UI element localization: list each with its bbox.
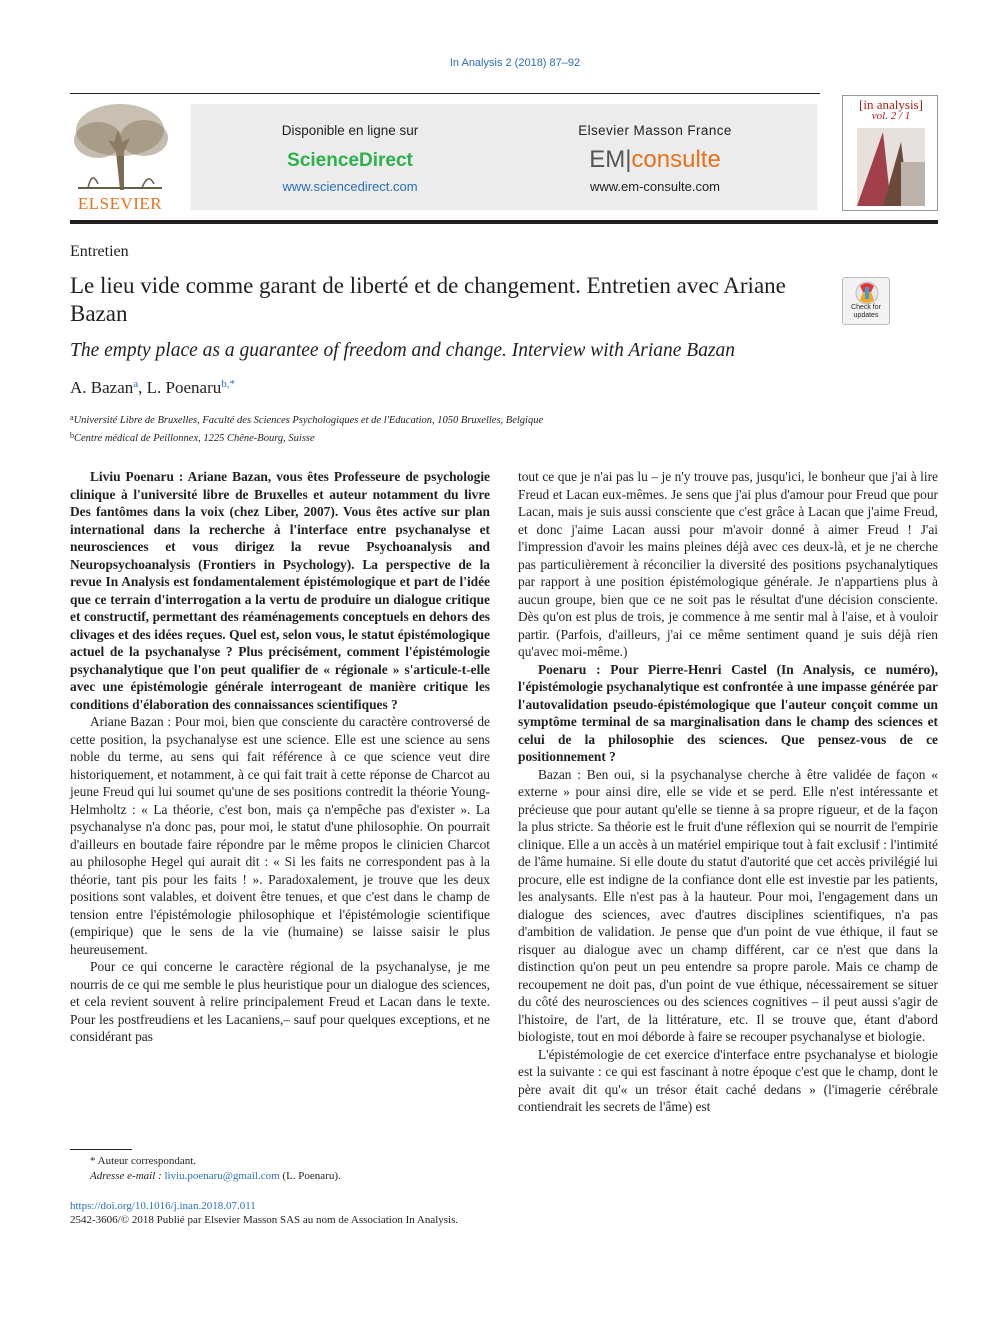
body-column-right [518,468,938,1116]
em-consulte-logo[interactable] [555,146,755,174]
affiliation-b: $^b$Centre médical de Peillonnex, 1225 Chêne-Bourg, Suisse [70,431,315,444]
em-logo-right: consulte [631,146,721,173]
author-separator: , [138,378,147,397]
em-consulte-link[interactable]: www.em-consulte.com [589,179,721,194]
footnote-text: Auteur correspondant. [97,1155,197,1167]
question-paragraph [70,468,490,713]
author-affil-marker[interactable]: a [133,378,139,390]
crossmark-label[interactable]: Check for updates [851,304,881,319]
email-link[interactable]: liviu.poenaru@gmail.com [164,1170,280,1182]
body-column-left [70,468,490,1046]
em-logo-divider: | [625,146,632,173]
author-list [70,378,235,398]
footnote-corresponding [70,1154,490,1169]
footnote [70,1154,490,1184]
publisher-name: ELSEVIER [77,194,163,213]
email-owner: (L. Poenaru). [282,1170,341,1182]
sciencedirect-logo-text[interactable]: ScienceDirect [287,150,413,171]
doi-link[interactable]: https://doi.org/10.1016/j.inan.2018.07.011 [70,1200,256,1212]
author-name[interactable]: A. Bazan [70,378,134,397]
affiliation-a: $^a$Université Libre de Bruxelles, Faculté des Sciences Psychologiques et de l'Education, 1050 Bruxelles, Belgique [70,413,544,426]
footnote-marker: * [90,1155,96,1167]
body-paragraph: Pour ce qui concerne le caractère régional de la psychanalyse, je me nourris de ce qui me semble le plus heuristique pour un dialogue des sciences, et cela revient souvent à relire principalement Freud et Lacan dans le texte. Pour les postfreudiens et les Lacaniens,– sauf pour quelques exceptions, et ne considérant pas [70,959,490,1044]
affiliation-text: Université Libre de Bruxelles, Faculté des Sciences Psychologiques et de l'Education, 1050 Bruxelles, Belgique [73,415,544,426]
body-paragraph: tout ce que je n'ai pas lu – je n'y trouve pas, jusqu'ici, le bonheur que j'ai à lire Freud et Lacan eux-mêmes. Je sens que j'ai plus d'amour pour Freud que pour Lacan, mais je suis aussi consciente que c'est grâce à Lacan que j'aime Freud, et donc j'aime Lacan aussi pour m'avoir donné à aimer Freud ! J'ai l'impression d'avoir les mains pleines déjà avec ces deux-là, et je ne cherche pas particulièrement à réconcilier la diversité des positions psychanalytiques par rapport à une position épistémologique générale. Je n'appartiens plus à aucun groupe, bien que ce ne soit pas le résultat d'une décision consciente. Dès qu'on est plus de trois, je commence à me sentir mal à l'aise, et à vouloir partir. (Parfois, d'ailleurs, j'ai ce même sentiment quand je suis déjà rien qu'avec moi-même.) [518,469,938,659]
footnote-email [70,1169,490,1184]
body-paragraph: L'épistémologie de cet exercice d'interface entre psychanalyse et biologie est la suivante : ce qui est fascinant à notre époque c'est que le champ, dont le père avait dit qu'« un trésor était caché dedans » (l'imagerie cérébrale contiendrait les secrets de l'âme) est [518,1046,938,1114]
question-text: Poenaru : Pour Pierre-Henri Castel (In Analysis, ce numéro), l'épistémologie psychanalytique est confrontée à une impasse générée par l'autovalidation pseudo-épistémologique que l'auteur conçoit comme un symptôme terminal de sa marginalisation dans le champ des sciences et celui de la philosophie des sciences. Que pensez-vous de ce positionnement ? [518,661,938,764]
article-title: Le lieu vide comme garant de liberté et de changement. Entretien avec Ariane Bazan [70,273,786,326]
cover-title: [in analysis] [859,97,923,112]
banner-bottom-rule [70,220,938,224]
em-logo-left: EM [589,146,626,173]
journal-cover[interactable] [842,95,938,211]
article-type: Entretien [70,243,129,260]
answer-paragraph: Bazan : Ben oui, si la psychanalyse cherche à être validée de façon « externe » pour ainsi dire, elle se vide et se perd. Elle n'est intéressante et précieuse que pour autant qu'elle se tienne à sa propre rigueur, et de la façon la plus stricte. Sa théorie est le fruit d'une réflexion qui se nourrit de l'empirie clinique. Elle a un accès à un matériel empirique tout à fait exclusif : l'intimité de l'âme humaine. Si elle doute du statut d'autorité que cet accès privilégié lui procure, elle est indigne de la confiance dont elle est investie par les patients, les analysants. Elle n'est pas à la hauteur. Pour moi, l'engagement dans un dialogue des sciences, avec d'autres disciplines scientifiques, n'a pas d'ambition de validation. Je pense que d'un point de vue éthique, il faut se risquer au dialogue avec un champ différent, car ce n'est que dans la distinction qu'on peut un peu entendre sa propre parole. Mais ce champ de recoupement ne doit pas, d'un point de vue éthique, nécessairement se situer du côté des neurosciences ou des sciences cognitives – il peut aussi s'agir de l'histoire, de l'art, de la littérature, etc. Il se trouve que, étant d'abord biologiste, tout en moi déborde à faire se recouper psychanalyse et biologie. [518,766,938,1044]
sciencedirect-available-label: Disponible en ligne sur [281,123,419,138]
affiliation-text: Centre médical de Peillonnex, 1225 Chêne-Bourg, Suisse [74,433,315,444]
affiliations [70,410,930,446]
article-title-english: The empty place as a guarantee of freedom and change. Interview with Ariane Bazan [70,340,736,361]
cover-artwork [843,122,938,211]
question-text: Liviu Poenaru : Ariane Bazan, vous êtes Professeure de psychologie clinique à l'université libre de Bruxelles et auteur notamment du livre Des fantômes dans la voix (chez Liber, 2007). Vous êtes active sur plan international dans la recherche à l'interface entre psychanalyse et neurosciences et vous dirigez la revue Psychoanalysis and Neuropsychoanalysis (Frontiers in Psychology). La perspective de la revue In Analysis est fondamentalement épistémologique et part de l'idée que ce terrain d'interrogation a la vertu de produire un dialogue critique et constructif, permettant des réaménagements conceptuels en dehors des clivages et des idées reçues. Quel est, selon vous, le statut épistémologique actuel de la psychanalyse ? Plus précisément, comment l'épistémologie psychanalytique que l'on peut qualifier de « régionale » s'articule-t-elle avec une épistémologie générale interrogeant de manière critique les conditions d'élaboration des connaissances scientifiques ? [70,469,490,712]
banner-top-rule [70,93,820,94]
cover-subtitle: vol. 2 / 1 [871,110,911,122]
journal-reference[interactable]: In Analysis 2 (2018) 87–92 [449,57,581,69]
author-affil-marker[interactable]: b,* [221,378,235,390]
answer-paragraph: Ariane Bazan : Pour moi, bien que consciente du caractère controversé de cette position, la psychanalyse est une science. Elle est une science au sens noble du terme, au sens qui fait référence à ce que science veut dire historiquement, et notamment, à ce qui fait trait à cette réponse de Charcot au jeune Freud qui lui soumet qu'une de ses positions contredit la théorie Young-Helmholtz : « La théorie, c'est bon, mais ça n'empêche pas d'exister ». La psychanalyse n'a donc pas, pour moi, le statut d'une philosophie. On pourrait d'ailleurs en boutade faire répondre par le même propos le clinicien Charcot au philosophe Hegel qui aurait dit : « Si les faits ne correspondent pas à la théorie, tant pis pour les faits ! ». Paradoxalement, je trouve que les deux positions sont valables, et doivent être tenues, et que c'est dans le champ de tension entre l'épistémologie philosophique et l'épistémologie scientifique (empirique) que le sens de la vie (humaine) se laisse saisir le plus heureusement. [70,714,490,957]
sciencedirect-link[interactable]: www.sciencedirect.com [282,179,418,194]
footnote-rule [70,1149,132,1150]
question-paragraph [518,661,938,766]
email-label: Adresse e-mail : [90,1170,162,1182]
copyright-line: 2542-3606/© 2018 Publié par Elsevier Masson SAS au nom de Association In Analysis. [70,1214,459,1226]
em-publisher-label: Elsevier Masson France [578,123,732,138]
author-name[interactable]: L. Poenaru [146,378,222,397]
